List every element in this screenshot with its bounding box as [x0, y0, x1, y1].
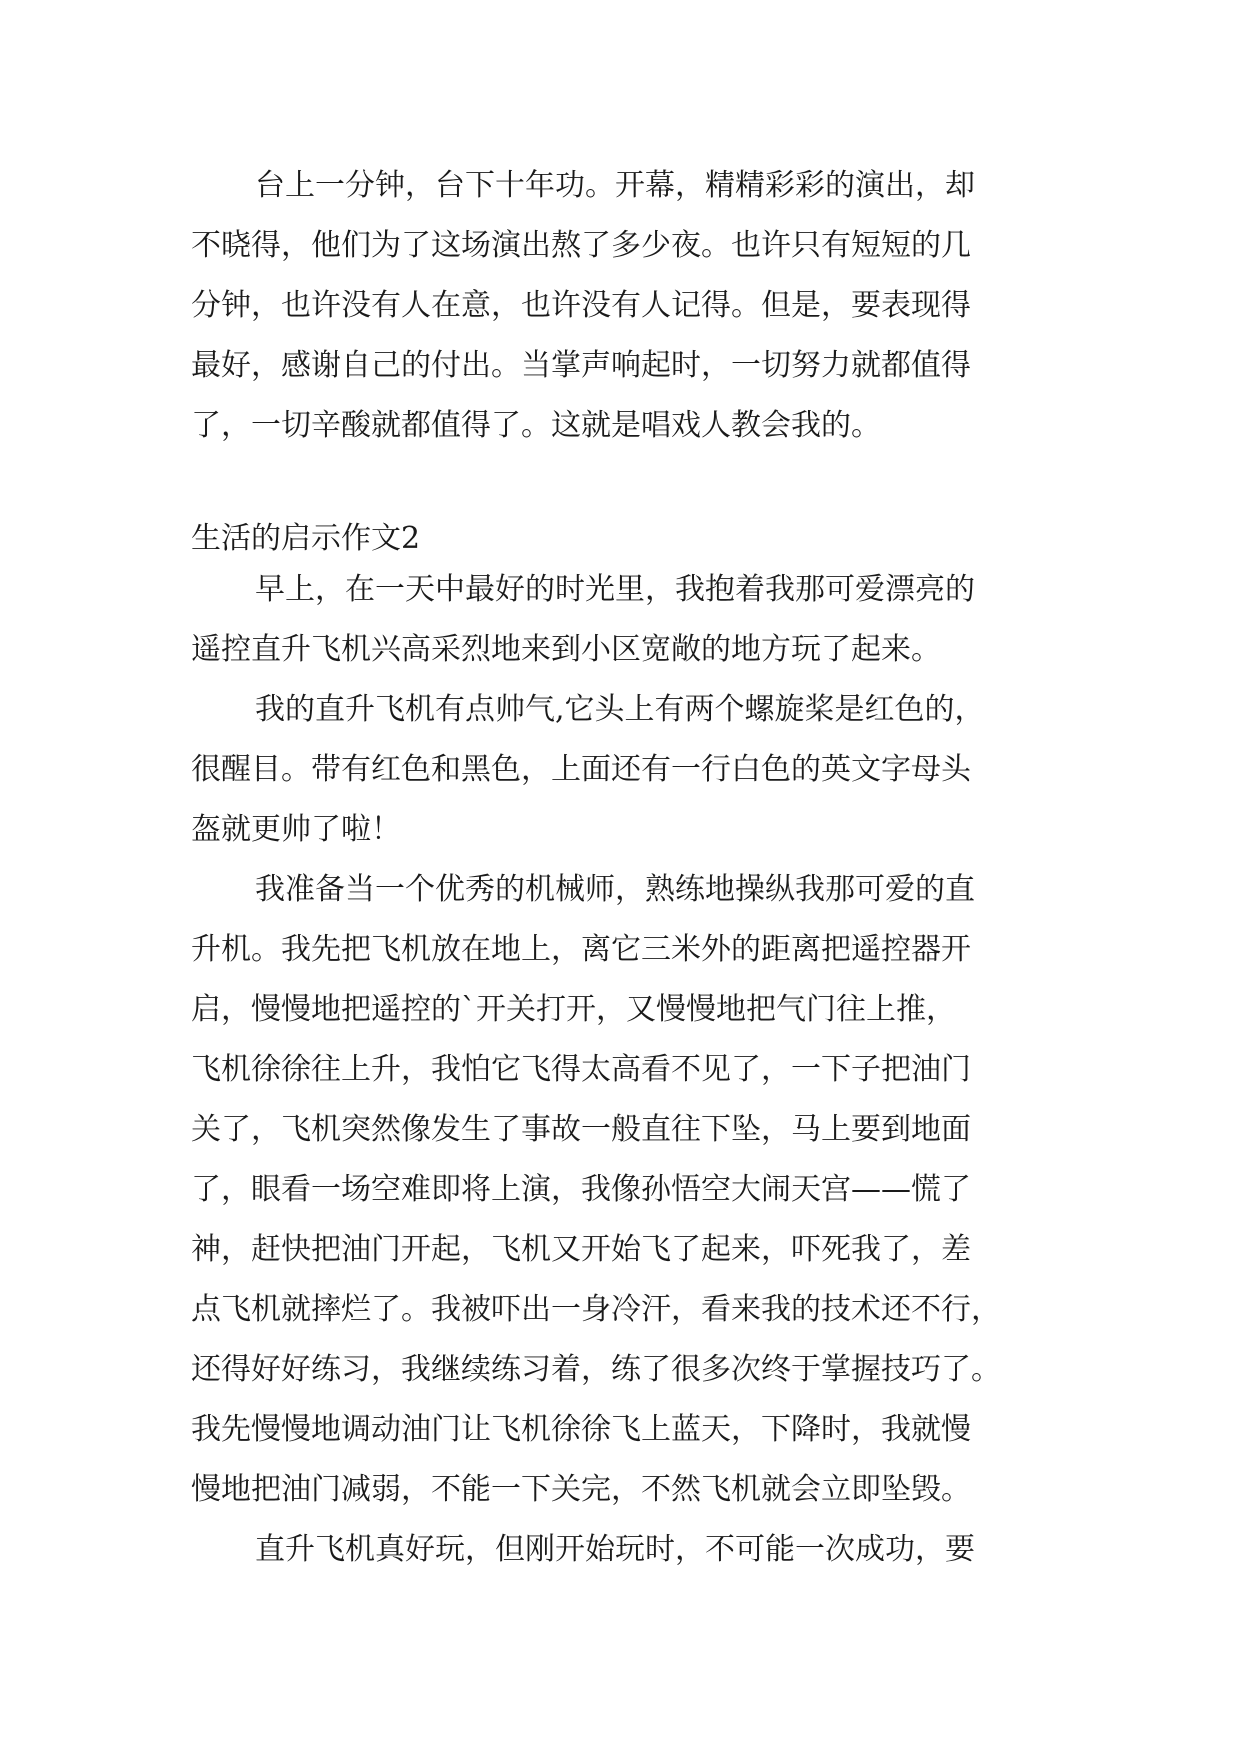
paragraph-line: 台上一分钟，台下十年功。开幕，精精彩彩的演出，却 [255, 168, 975, 203]
paragraph-line: 遥控直升飞机兴高采烈地来到小区宽敞的地方玩了起来。 [191, 632, 941, 667]
paragraph-line: 不晓得，他们为了这场演出熬了多少夜。也许只有短短的几 [191, 228, 971, 263]
paragraph-line: 了，一切辛酸就都值得了。这就是唱戏人教会我的。 [191, 408, 881, 443]
paragraph-line: 飞机徐徐往上升，我怕它飞得太高看不见了，一下子把油门 [191, 1052, 971, 1087]
paragraph-line: 盔就更帅了啦！ [191, 812, 401, 847]
paragraph-line: 早上，在一天中最好的时光里，我抱着我那可爱漂亮的 [255, 572, 975, 607]
paragraph-line: 直升飞机真好玩，但刚开始玩时，不可能一次成功，要 [255, 1532, 975, 1567]
paragraph-line: 很醒目。带有红色和黑色，上面还有一行白色的英文字母头 [191, 752, 971, 787]
paragraph-line: 了，眼看一场空难即将上演，我像孙悟空大闹天宫——慌了 [191, 1172, 971, 1207]
paragraph-line: 升机。我先把飞机放在地上，离它三米外的距离把遥控器开 [191, 932, 971, 967]
paragraph-line: 还得好好练习，我继续练习着，练了很多次终于掌握技巧了。 [191, 1352, 1001, 1387]
paragraph-line: 分钟，也许没有人在意，也许没有人记得。但是，要表现得 [191, 288, 971, 323]
paragraph-line: 我准备当一个优秀的机械师，熟练地操纵我那可爱的直 [255, 872, 975, 907]
section2-text [191, 560, 1061, 1580]
paragraph-line: 我的直升飞机有点帅气,它头上有两个螺旋桨是红色的， [255, 692, 985, 727]
paragraph-line: 启，慢慢地把遥控的`开关打开，又慢慢地把气门往上推， [191, 992, 956, 1027]
paragraph-line: 点飞机就摔烂了。我被吓出一身冷汗，看来我的技术还不行， [191, 1292, 1001, 1327]
paragraph-line: 最好，感谢自己的付出。当掌声响起时，一切努力就都值得 [191, 348, 971, 383]
paragraph-line: 慢地把油门减弱，不能一下关完，不然飞机就会立即坠毁。 [191, 1472, 971, 1507]
section1-text [191, 156, 1061, 456]
paragraph-line: 神，赶快把油门开起，飞机又开始飞了起来，吓死我了，差 [191, 1232, 971, 1267]
paragraph-line: 关了，飞机突然像发生了事故一般直往下坠，马上要到地面 [191, 1112, 971, 1147]
paragraph-line: 我先慢慢地调动油门让飞机徐徐飞上蓝天，下降时，我就慢 [191, 1412, 971, 1447]
section-heading: 生活的启示作文2 [191, 521, 421, 556]
